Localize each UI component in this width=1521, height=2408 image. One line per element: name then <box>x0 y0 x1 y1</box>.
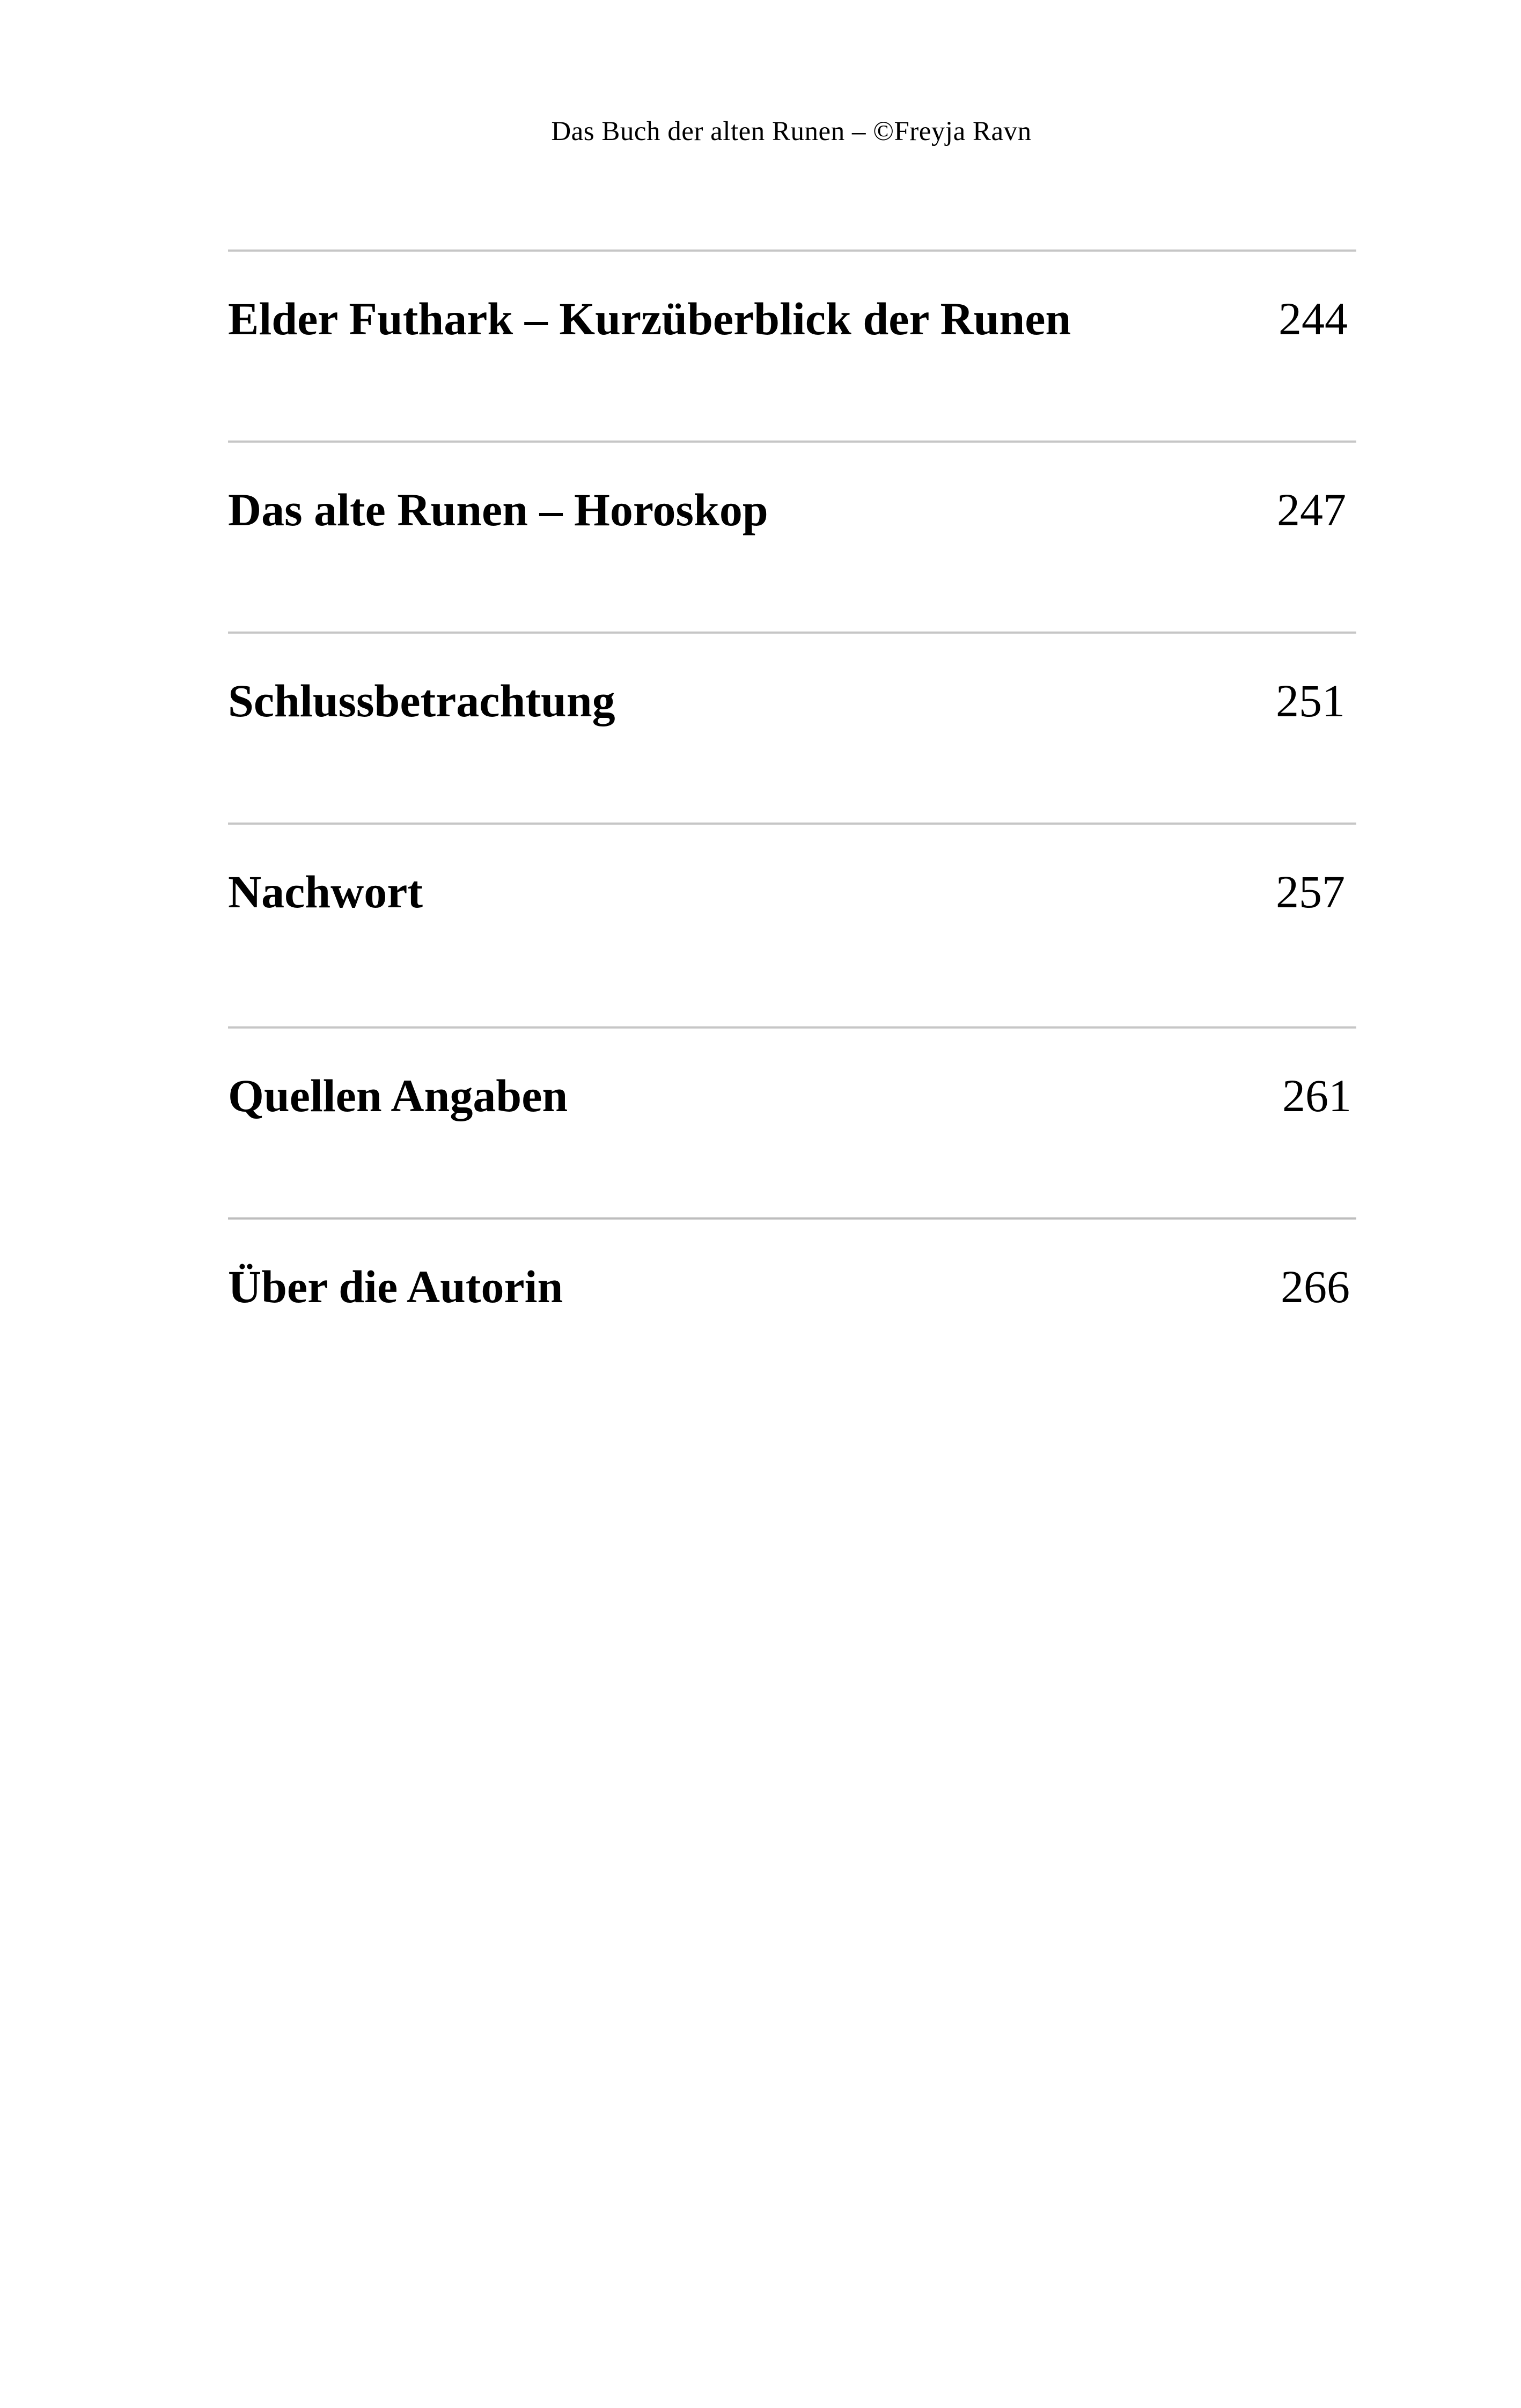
toc-entry-page-number: 261 <box>1282 1070 1351 1121</box>
toc-entry[interactable] <box>228 823 1356 1013</box>
toc-entry-title: Quellen Angaben <box>228 1070 568 1121</box>
toc-entry-title: Über die Autorin <box>228 1261 563 1312</box>
toc-entry-title: Schlussbetrachtung <box>228 675 615 726</box>
toc-entry[interactable] <box>228 249 1356 440</box>
toc-entry[interactable] <box>228 632 1356 822</box>
toc-entry[interactable] <box>228 1217 1356 1408</box>
toc-entry-page-number: 266 <box>1281 1261 1350 1312</box>
toc-entry[interactable] <box>228 441 1356 631</box>
toc-entry[interactable] <box>228 1026 1356 1217</box>
toc-entry-page-number: 257 <box>1276 866 1345 917</box>
toc-entry-page-number: 247 <box>1277 484 1346 535</box>
toc-entry-page-number: 244 <box>1278 293 1348 344</box>
running-header: Das Buch der alten Runen – ©Freyja Ravn <box>551 116 1032 146</box>
toc-entry-title: Elder Futhark – Kurzüberblick der Runen <box>228 293 1071 344</box>
toc-entry-title: Das alte Runen – Horoskop <box>228 484 768 535</box>
toc-entry-page-number: 251 <box>1276 675 1345 726</box>
toc-entry-title: Nachwort <box>228 866 423 917</box>
